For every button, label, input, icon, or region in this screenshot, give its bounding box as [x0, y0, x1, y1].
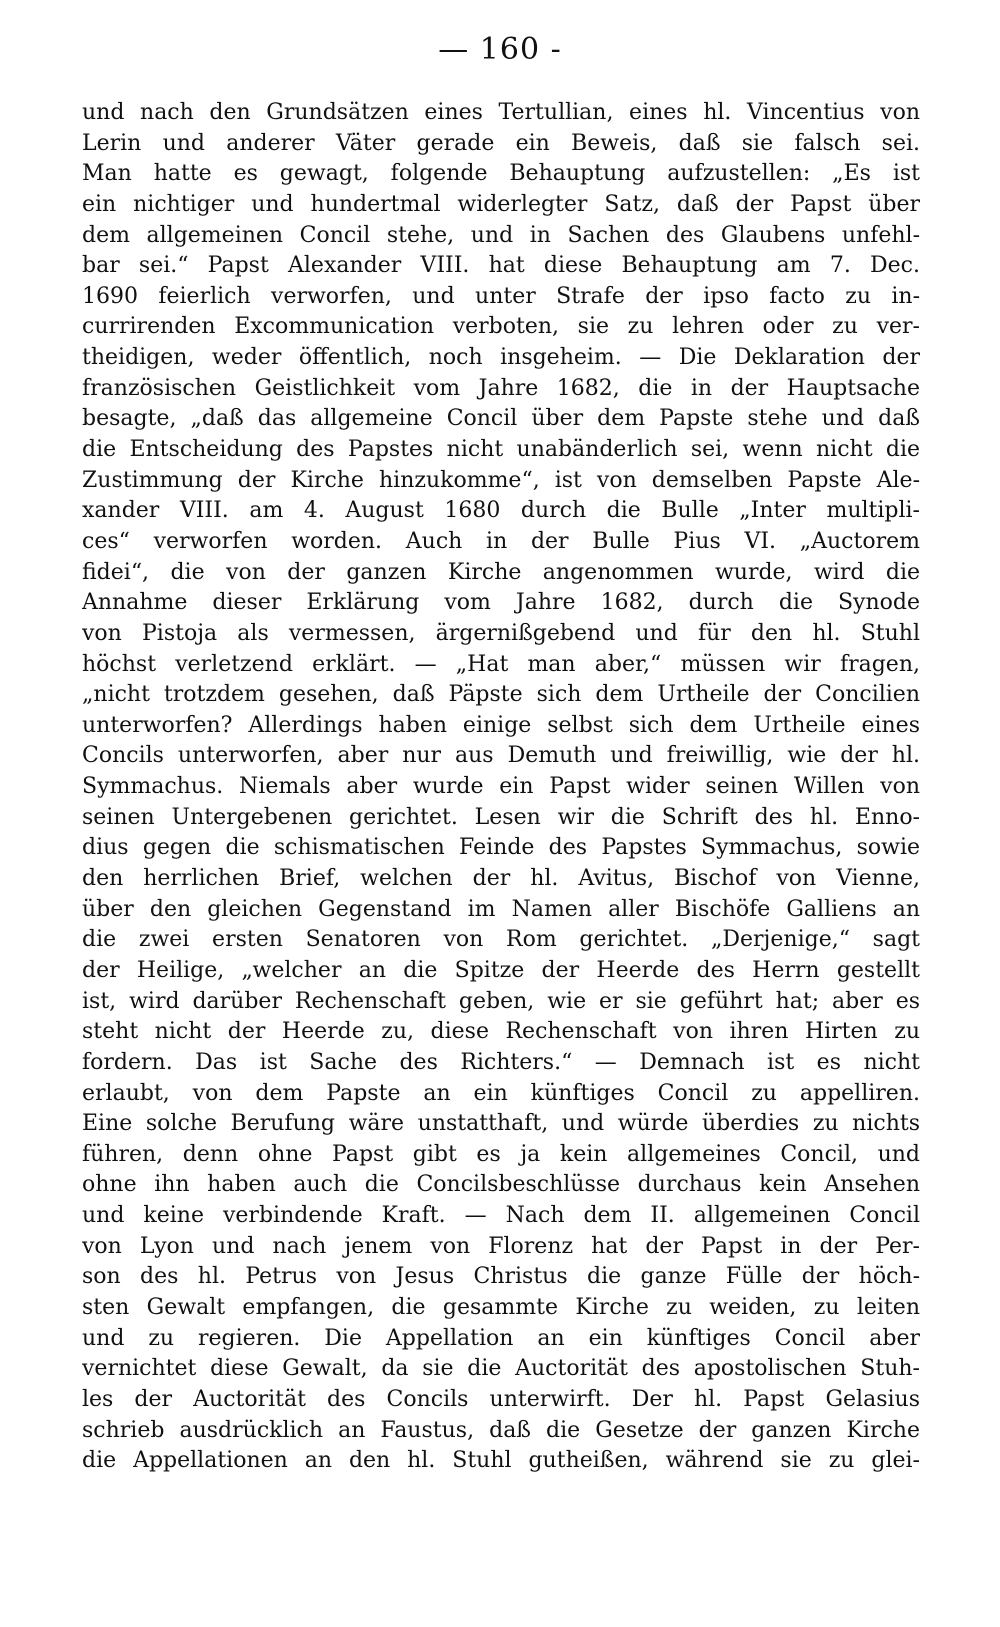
text-line: dem allgemeinen Concil stehe, und in Sachen des Glaubens unfehl- — [82, 222, 920, 248]
text-line: ein nichtiger und hundertmal widerlegter Satz, daß der Papst über — [82, 191, 920, 217]
text-line: die zwei ersten Senatoren von Rom gerichtet. „Derjenige,“ sagt — [82, 927, 920, 953]
text-line: steht nicht der Heerde zu, diese Rechenschaft von ihren Hirten zu — [82, 1019, 920, 1045]
text-line: und nach den Grundsätzen eines Tertullian, eines hl. Vincentius von — [82, 100, 920, 125]
text-line: Symmachus. Niemals aber wurde ein Papst wider seinen Willen von — [82, 774, 920, 800]
text-line: Lerin und anderer Väter gerade ein Beweis, daß sie falsch sei. — [82, 130, 920, 156]
text-line: dius gegen die schismatischen Feinde des Papstes Symmachus, sowie — [82, 835, 920, 861]
text-line: theidigen, weder öffentlich, noch insgeheim. — Die Deklaration der — [82, 345, 920, 371]
text-line: Eine solche Berufung wäre unstatthaft, und würde überdies zu nichts — [82, 1111, 920, 1137]
text-line: sten Gewalt empfangen, die gesammte Kirche zu weiden, zu leiten — [82, 1294, 920, 1320]
text-line: seinen Untergebenen gerichtet. Lesen wir die Schrift des hl. Enno- — [82, 804, 920, 830]
text-line: ohne ihn haben auch die Concilsbeschlüsse durchaus kein Ansehen — [82, 1172, 920, 1198]
text-line: fordern. Das ist Sache des Richters.“ — Demnach ist es nicht — [82, 1049, 920, 1075]
text-line: unterworfen? Allerdings haben einige selbst sich dem Urtheile eines — [82, 712, 920, 738]
text-line: fidei“, die von der ganzen Kirche angenommen wurde, wird die — [82, 559, 920, 585]
text-line: von Lyon und nach jenem von Florenz hat der Papst in der Per- — [82, 1233, 920, 1259]
text-line: son des hl. Petrus von Jesus Christus die ganze Fülle der höch- — [82, 1264, 920, 1290]
text-line: les der Auctorität des Concils unterwirft. Der hl. Papst Gelasius — [82, 1386, 920, 1412]
text-line: die Appellationen an den hl. Stuhl gutheißen, während sie zu glei- — [82, 1448, 920, 1474]
text-line: französischen Geistlichkeit vom Jahre 1682, die in der Hauptsache — [82, 375, 920, 401]
text-line: besagte, „daß das allgemeine Concil über dem Papste stehe und daß — [82, 406, 920, 432]
text-line: currirenden Excommunication verboten, sie zu lehren oder zu ver- — [82, 314, 920, 340]
text-line: höchst verletzend erklärt. — „Hat man aber,“ müssen wir fragen, — [82, 651, 920, 677]
text-line: führen, denn ohne Papst gibt es ja kein allgemeines Concil, und — [82, 1141, 920, 1167]
text-line: und zu regieren. Die Appellation an ein künftiges Concil aber — [82, 1325, 920, 1351]
text-line: Concils unterworfen, aber nur aus Demuth und freiwillig, wie der hl. — [82, 743, 920, 769]
text-line: die Entscheidung des Papstes nicht unabänderlich sei, wenn nicht die — [82, 437, 920, 463]
text-line: 1690 feierlich verworfen, und unter Strafe der ipso facto zu in- — [82, 283, 920, 309]
text-line: schrieb ausdrücklich an Faustus, daß die Gesetze der ganzen Kirche — [82, 1417, 920, 1443]
text-line: „nicht trotzdem gesehen, daß Päpste sich dem Urtheile der Concilien — [82, 682, 920, 708]
text-line: den herrlichen Brief, welchen der hl. Avitus, Bischof von Vienne, — [82, 866, 920, 892]
text-line: von Pistoja als vermessen, ärgernißgebend und für den hl. Stuhl — [82, 620, 920, 646]
text-line: Zustimmung der Kirche hinzukomme“, ist von demselben Papste Ale- — [82, 467, 920, 493]
page-number-header: — 160 - — [438, 32, 562, 67]
text-line: ces“ verworfen worden. Auch in der Bulle Pius VI. „Auctorem — [82, 528, 920, 554]
text-line: der Heilige, „welcher an die Spitze der Heerde des Herrn gestellt — [82, 957, 920, 983]
text-line: über den gleichen Gegenstand im Namen aller Bischöfe Galliens an — [82, 896, 920, 922]
text-line: xander VIII. am 4. August 1680 durch die Bulle „Inter multipli- — [82, 498, 920, 524]
text-line: vernichtet diese Gewalt, da sie die Auctorität des apostolischen Stuh- — [82, 1356, 920, 1382]
text-line: Annahme dieser Erklärung vom Jahre 1682, durch die Synode — [82, 590, 920, 616]
text-line: bar sei.“ Papst Alexander VIII. hat diese Behauptung am 7. Dec. — [82, 253, 920, 279]
body-text — [82, 98, 920, 1477]
text-line: erlaubt, von dem Papste an ein künftiges Concil zu appelliren. — [82, 1080, 920, 1106]
text-line: und keine verbindende Kraft. — Nach dem II. allgemeinen Concil — [82, 1203, 920, 1229]
text-line: Man hatte es gewagt, folgende Behauptung aufzustellen: „Es ist — [82, 161, 920, 187]
text-line: ist, wird darüber Rechenschaft geben, wie er sie geführt hat; aber es — [82, 988, 920, 1014]
